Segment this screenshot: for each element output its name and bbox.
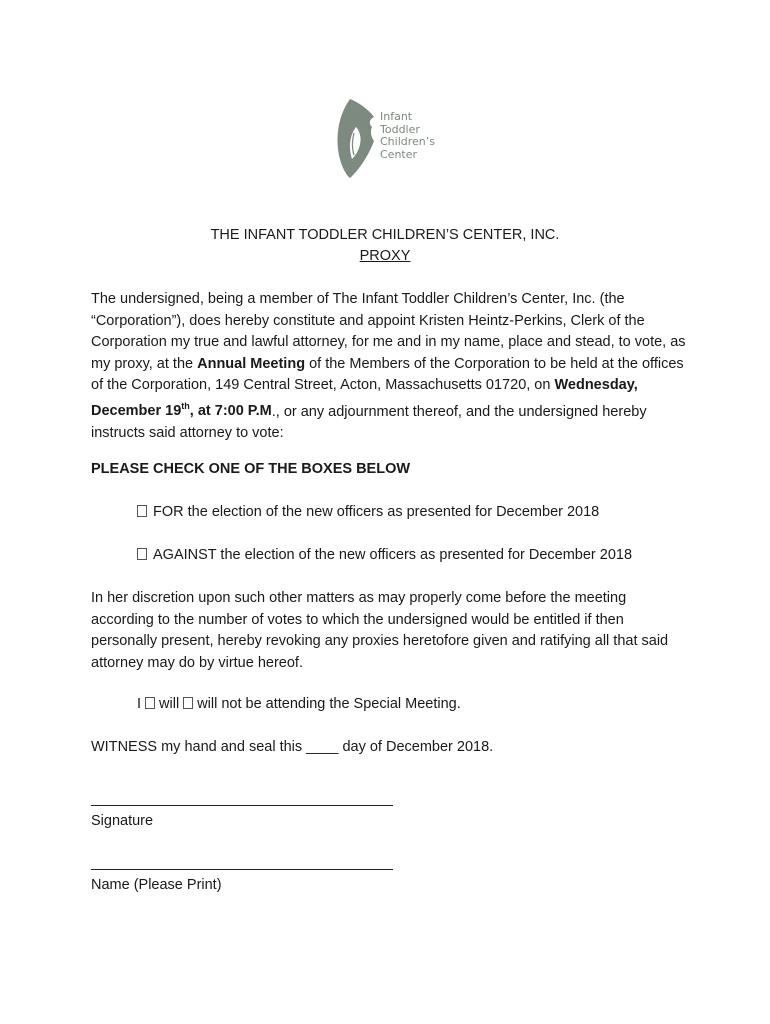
option-for-label: FOR the election of the new officers as presented for December 2018	[153, 504, 600, 520]
signature-label: Signature	[91, 813, 154, 829]
for-checkbox[interactable]	[137, 505, 147, 517]
check-boxes-heading: PLEASE CHECK ONE OF THE BOXES BELOW	[91, 461, 411, 477]
p1-text-a: The undersigned, being a member of The Infant Toddler Children’s Center, Inc. (the “Corporation”), does hereby constitute and appoint Kristen Heintz-Perkins, Clerk of the Corporation my true and lawful attorney, for me and in my name, place and stead, to vote, as my proxy, at the	[91, 291, 686, 372]
center-logo	[336, 97, 446, 179]
signature-line[interactable]	[91, 805, 393, 806]
annual-meeting-bold: Annual Meeting	[197, 355, 306, 372]
meeting-time: , at 7:00 P.M	[189, 403, 272, 420]
document-title: THE INFANT TODDLER CHILDREN’S CENTER, INC.	[210, 227, 560, 243]
meeting-date: Wednesday, December 19	[91, 377, 638, 420]
attend-pronoun: I	[137, 696, 142, 712]
against-checkbox[interactable]	[137, 548, 147, 560]
will-not-attend-checkbox[interactable]	[183, 697, 193, 709]
leaf-child-icon	[336, 97, 380, 179]
witness-line: WITNESS my hand and seal this ____ day of December 2018.	[91, 739, 494, 755]
option-for	[137, 503, 599, 521]
logo-wordmark	[380, 111, 435, 161]
p1-text-b: of the Members of the Corporation to be held at the offices of the Corporation, 149 Central Street, Acton, Massachusetts 01720, on	[91, 355, 684, 393]
attend-will-not-label: will not be attending the Special Meeting.	[197, 696, 461, 712]
name-label: Name (Please Print)	[91, 877, 222, 893]
ordinal-suffix: th	[181, 401, 190, 412]
logo-line: Toddler	[380, 122, 420, 136]
logo-line: Center	[380, 147, 418, 161]
attend-will-label: will	[159, 696, 180, 712]
logo-line: Children’s	[380, 135, 435, 148]
appointment-paragraph	[91, 289, 691, 444]
option-against	[137, 546, 632, 564]
proxy-label: PROXY	[359, 248, 411, 264]
p1-text-c: ., or any adjournment thereof, and the undersigned hereby instructs said attorney to vote:	[91, 403, 647, 441]
will-attend-checkbox[interactable]	[145, 697, 155, 709]
discretion-paragraph: In her discretion upon such other matters as may properly come before the meeting according to the number of votes to which the undersigned would be entitled if then personally present, hereby revoking any proxies heretofore given and ratifying all that said attorney may do by virtue hereof.	[91, 590, 669, 671]
option-against-label: AGAINST the election of the new officers as presented for December 2018	[153, 547, 633, 563]
logo-line: Infant	[380, 110, 413, 123]
attendance-line	[137, 695, 461, 713]
document-subtitle	[0, 247, 770, 265]
name-line[interactable]	[91, 869, 393, 870]
